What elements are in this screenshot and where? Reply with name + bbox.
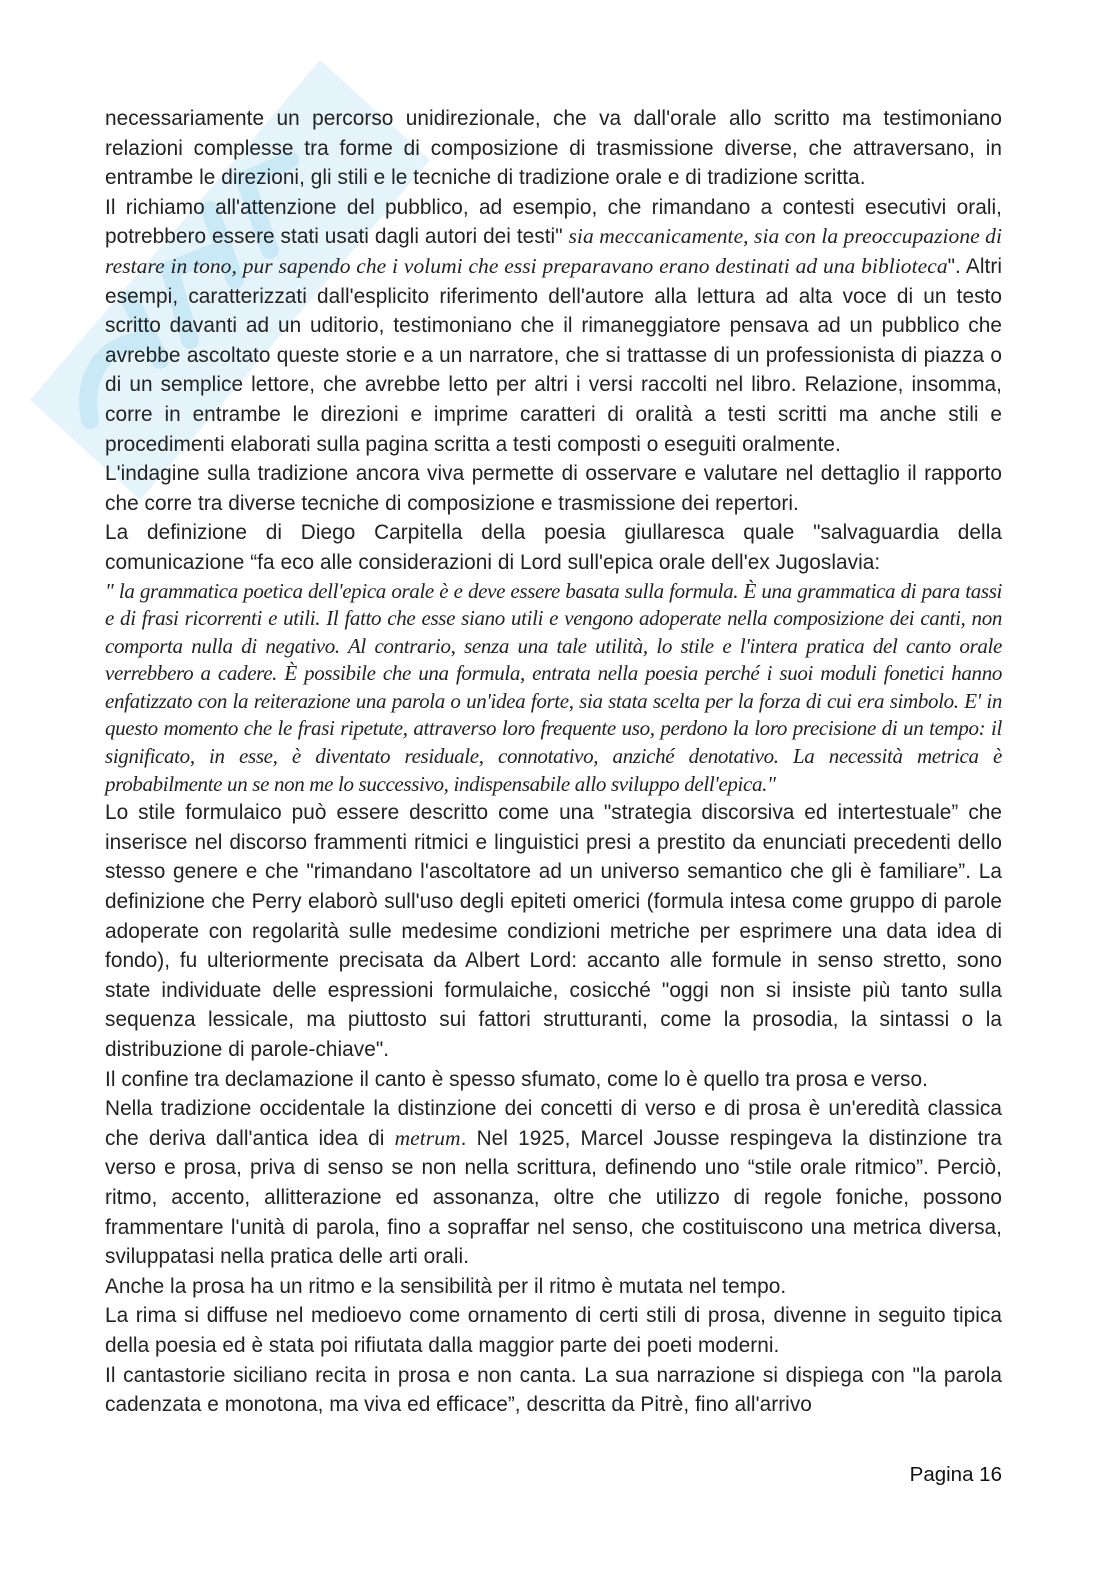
paragraph-text: ". Altri esempi, caratterizzati dall'esplicito riferimento dell'autore alla lettura ad alta voce di un testo scritto davanti ad un uditorio, testimoniano che il rimaneggiatore pensava ad un pubblico che avrebbe ascoltato queste storie e a un narratore, che si trattasse di un professionista di piazza o di un semplice lettore, che avrebbe letto per altri i versi raccolti nel libro. Relazione, insomma, corre in entrambe le direzioni e imprime caratteri di oralità a testi scritti ma anche stili e procedimenti elaborati sulla pagina scritta a testi composti o eseguiti oralmente. [105,254,1002,456]
italic-term: metrum [394,1125,461,1150]
paragraph [105,193,1002,459]
paragraph: necessariamente un percorso unidirezionale, che va dall'orale allo scritto ma testimoniano relazioni complesse tra forme di composizione di trasmissione diverse, che attraversano, in entrambe le direzioni, gli stili e le tecniche di tradizione orale e di tradizione scritta. [105,107,1002,190]
paragraph-text: Il richiamo all'attenzione del pubblico, ad esempio, che rimandano a contesti esecutivi orali, potrebbero essere stati usati dagli autori dei testi" [105,195,1002,249]
paragraph: Anche la prosa ha un ritmo e la sensibilità per il ritmo è mutata nel tempo. [105,1274,787,1298]
paragraph: L'indagine sulla tradizione ancora viva permette di osservare e valutare nel dettaglio il rapporto che corre tra diverse tecniche di composizione e trasmissione dei repertori. [105,462,1002,515]
paragraph: La definizione di Diego Carpitella della poesia giullaresca quale "salvaguardia della comunicazione “fa eco alle considerazioni di Lord sull'epica orale dell'ex Jugoslavia: [105,521,1002,574]
paragraph-text: . Nel 1925, Marcel Jousse respingeva la distinzione tra verso e prosa, priva di senso se non nella scrittura, definendo uno “stile orale ritmico”. Perciò, ritmo, accento, allitterazione ed assonanza, oltre che utilizzo di regole foniche, possono frammentare l'unità di parola, fino a sopraffar nel senso, che costituiscono una metrica diversa, sviluppatasi nella pratica delle arti orali. [105,1126,1002,1269]
paragraph: Il confine tra declamazione il canto è spesso sfumato, come lo è quello tra prosa e verso. [105,1067,928,1091]
page-number: Pagina 16 [909,1463,1002,1486]
document-body [105,104,1002,1420]
paragraph: Lo stile formulaico può essere descritto come una "strategia discorsiva ed intertestuale” che inserisce nel discorso frammenti ritmici e linguistici presi a prestito da enunciati precedenti dello stesso genere e che "rimandano l'ascoltatore ad un universo semantico che gli è familiare”. La definizione che Perry elaborò sull'uso degli epiteti omerici (formula intesa come gruppo di parole adoperate con regolarità sulle medesime condizioni metriche per esprimere una data idea di fondo), fu ulteriormente precisata da Albert Lord: accanto alle formule in senso stretto, sono state individuate delle espressioni formulaiche, cosicché "oggi non si insiste più tanto sulla sequenza lessicale, ma piuttosto sui fattori strutturanti, come la prosodia, la sintassi o la distribuzione di parole-chiave". [105,801,1002,1061]
paragraph: La rima si diffuse nel medioevo come ornamento di certi stili di prosa, divenne in seguito tipica della poesia ed è stata poi rifiutata dalla maggior parte dei poeti moderni. [105,1304,1002,1357]
paragraph-text: Nella tradizione occidentale la distinzione dei concetti di verso e di prosa è un'eredità classica che deriva dall'antica idea di [105,1097,1002,1150]
inline-quote: sia meccanicamente, sia con la preoccupazione di restare in tono, pur sapendo che i volumi che essi preparavano erano destinati ad una biblioteca [105,224,1002,278]
paragraph: Il cantastorie siciliano recita in prosa e non canta. La sua narrazione si dispiega con "la parola cadenzata e monotona, ma viva ed efficace”, descritta da Pitrè, fino all'arrivo [105,1363,1002,1417]
paragraph [105,1094,1002,1272]
block-quote: " la grammatica poetica dell'epica orale è e deve essere basata sulla formula. È una grammatica di para tassi e di frasi ricorrenti e utili. Il fatto che esse siano utili e vengono adoperate nella composizione dei canti, non comporta nulla di negativo. Al contrario, senza una tale utilità, lo stile e l'intera pratica del canto orale verrebbero a cadere. È possibile che una formula, entrata nella poesia perché i suoi moduli fonetici hanno enfatizzato con la reiterazione una parola o un'idea forte, sia stata scelta per la forza di cui era simbolo. E' in questo momento che le frasi ripetute, attraverso loro frequente uso, perdono la loro precisione di un tempo: il significato, in esse, è diventato residuale, connotativo, anziché denotativo. La necessità metrica è probabilmente un se non me lo successivo, indispensabile allo sviluppo dell'epica." [105,578,1002,796]
